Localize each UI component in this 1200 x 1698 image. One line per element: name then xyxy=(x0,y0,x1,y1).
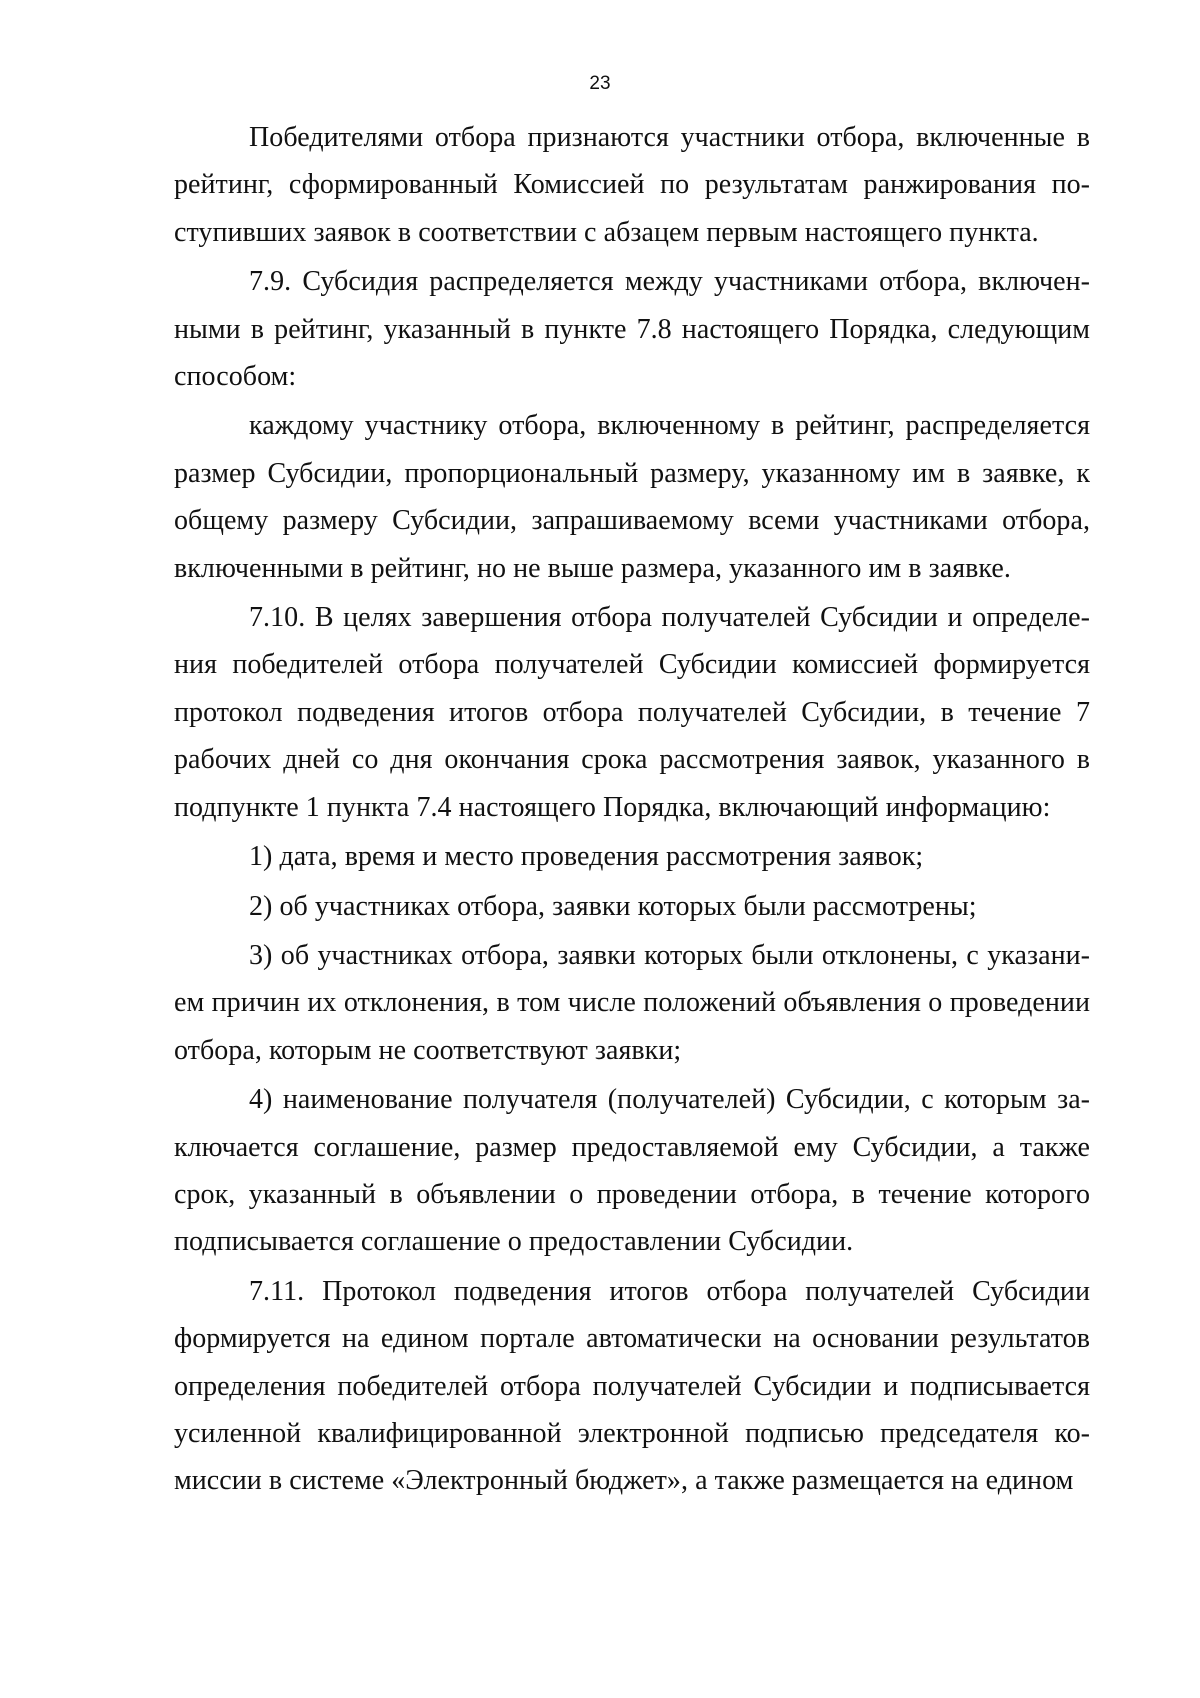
list-item-2: 2) об участниках отбора, заявки которых были рассмотрены; xyxy=(249,890,977,922)
list-item-4: 4) наименование получателя (получателей) Субсидии, с которым заключается соглашение, размер предоставляемой ему Субсидии, а также срок, указанный в объявлении о проведении отбора, в течение которого подписывается соглашение о предоставлении Субсидии. xyxy=(174,1084,1090,1258)
page-number: 23 xyxy=(589,73,611,94)
list-item-1: 1) дата, время и место проведения рассмотрения заявок; xyxy=(249,841,924,873)
document-body xyxy=(174,114,1090,1507)
paragraph-distribution: каждому участнику отбора, включенному в рейтинг, распределяется размер Субсидии, пропорциональный размеру, указанному им в заявке, к общему размеру Субсидии, запрашиваемому всеми участниками отбора, включенными в рейтинг, но не выше размера, указанного им в заявке. xyxy=(174,410,1090,584)
paragraph-winners: Победителями отбора признаются участники отбора, включенные в рейтинг, сформированный Комиссией по результатам ранжирования поступивших заявок в соответствии с абзацем первым настоящего пункта. xyxy=(174,122,1090,248)
paragraph-7-10: 7.10. В целях завершения отбора получателей Субсидии и определения победителей отбора получателей Субсидии комиссией формируется протокол подведения итогов отбора получателей Субсидии, в течение 7 рабочих дней со дня окончания срока рассмотрения заявок, указанного в подпункте 1 пункта 7.4 настоящего Порядка, включающий информацию: xyxy=(174,602,1090,823)
paragraph-7-11: 7.11. Протокол подведения итогов отбора получателей Субсидии формируется на едином портале автоматически на основании результатов определения победителей отбора получателей Субсидии и подписывается усиленной квалифицированной электронной подписью председателя комиссии в системе «Электронный бюджет», а также размещается на едином xyxy=(174,1275,1090,1497)
paragraph-7-9: 7.9. Субсидия распределяется между участниками отбора, включенными в рейтинг, указанный в пункте 7.8 настоящего Порядка, следующим способом: xyxy=(174,266,1090,393)
list-item-3: 3) об участниках отбора, заявки которых были отклонены, с указанием причин их отклонения, в том числе положений объявления о проведении отбора, которым не соответствуют заявки; xyxy=(174,939,1090,1066)
